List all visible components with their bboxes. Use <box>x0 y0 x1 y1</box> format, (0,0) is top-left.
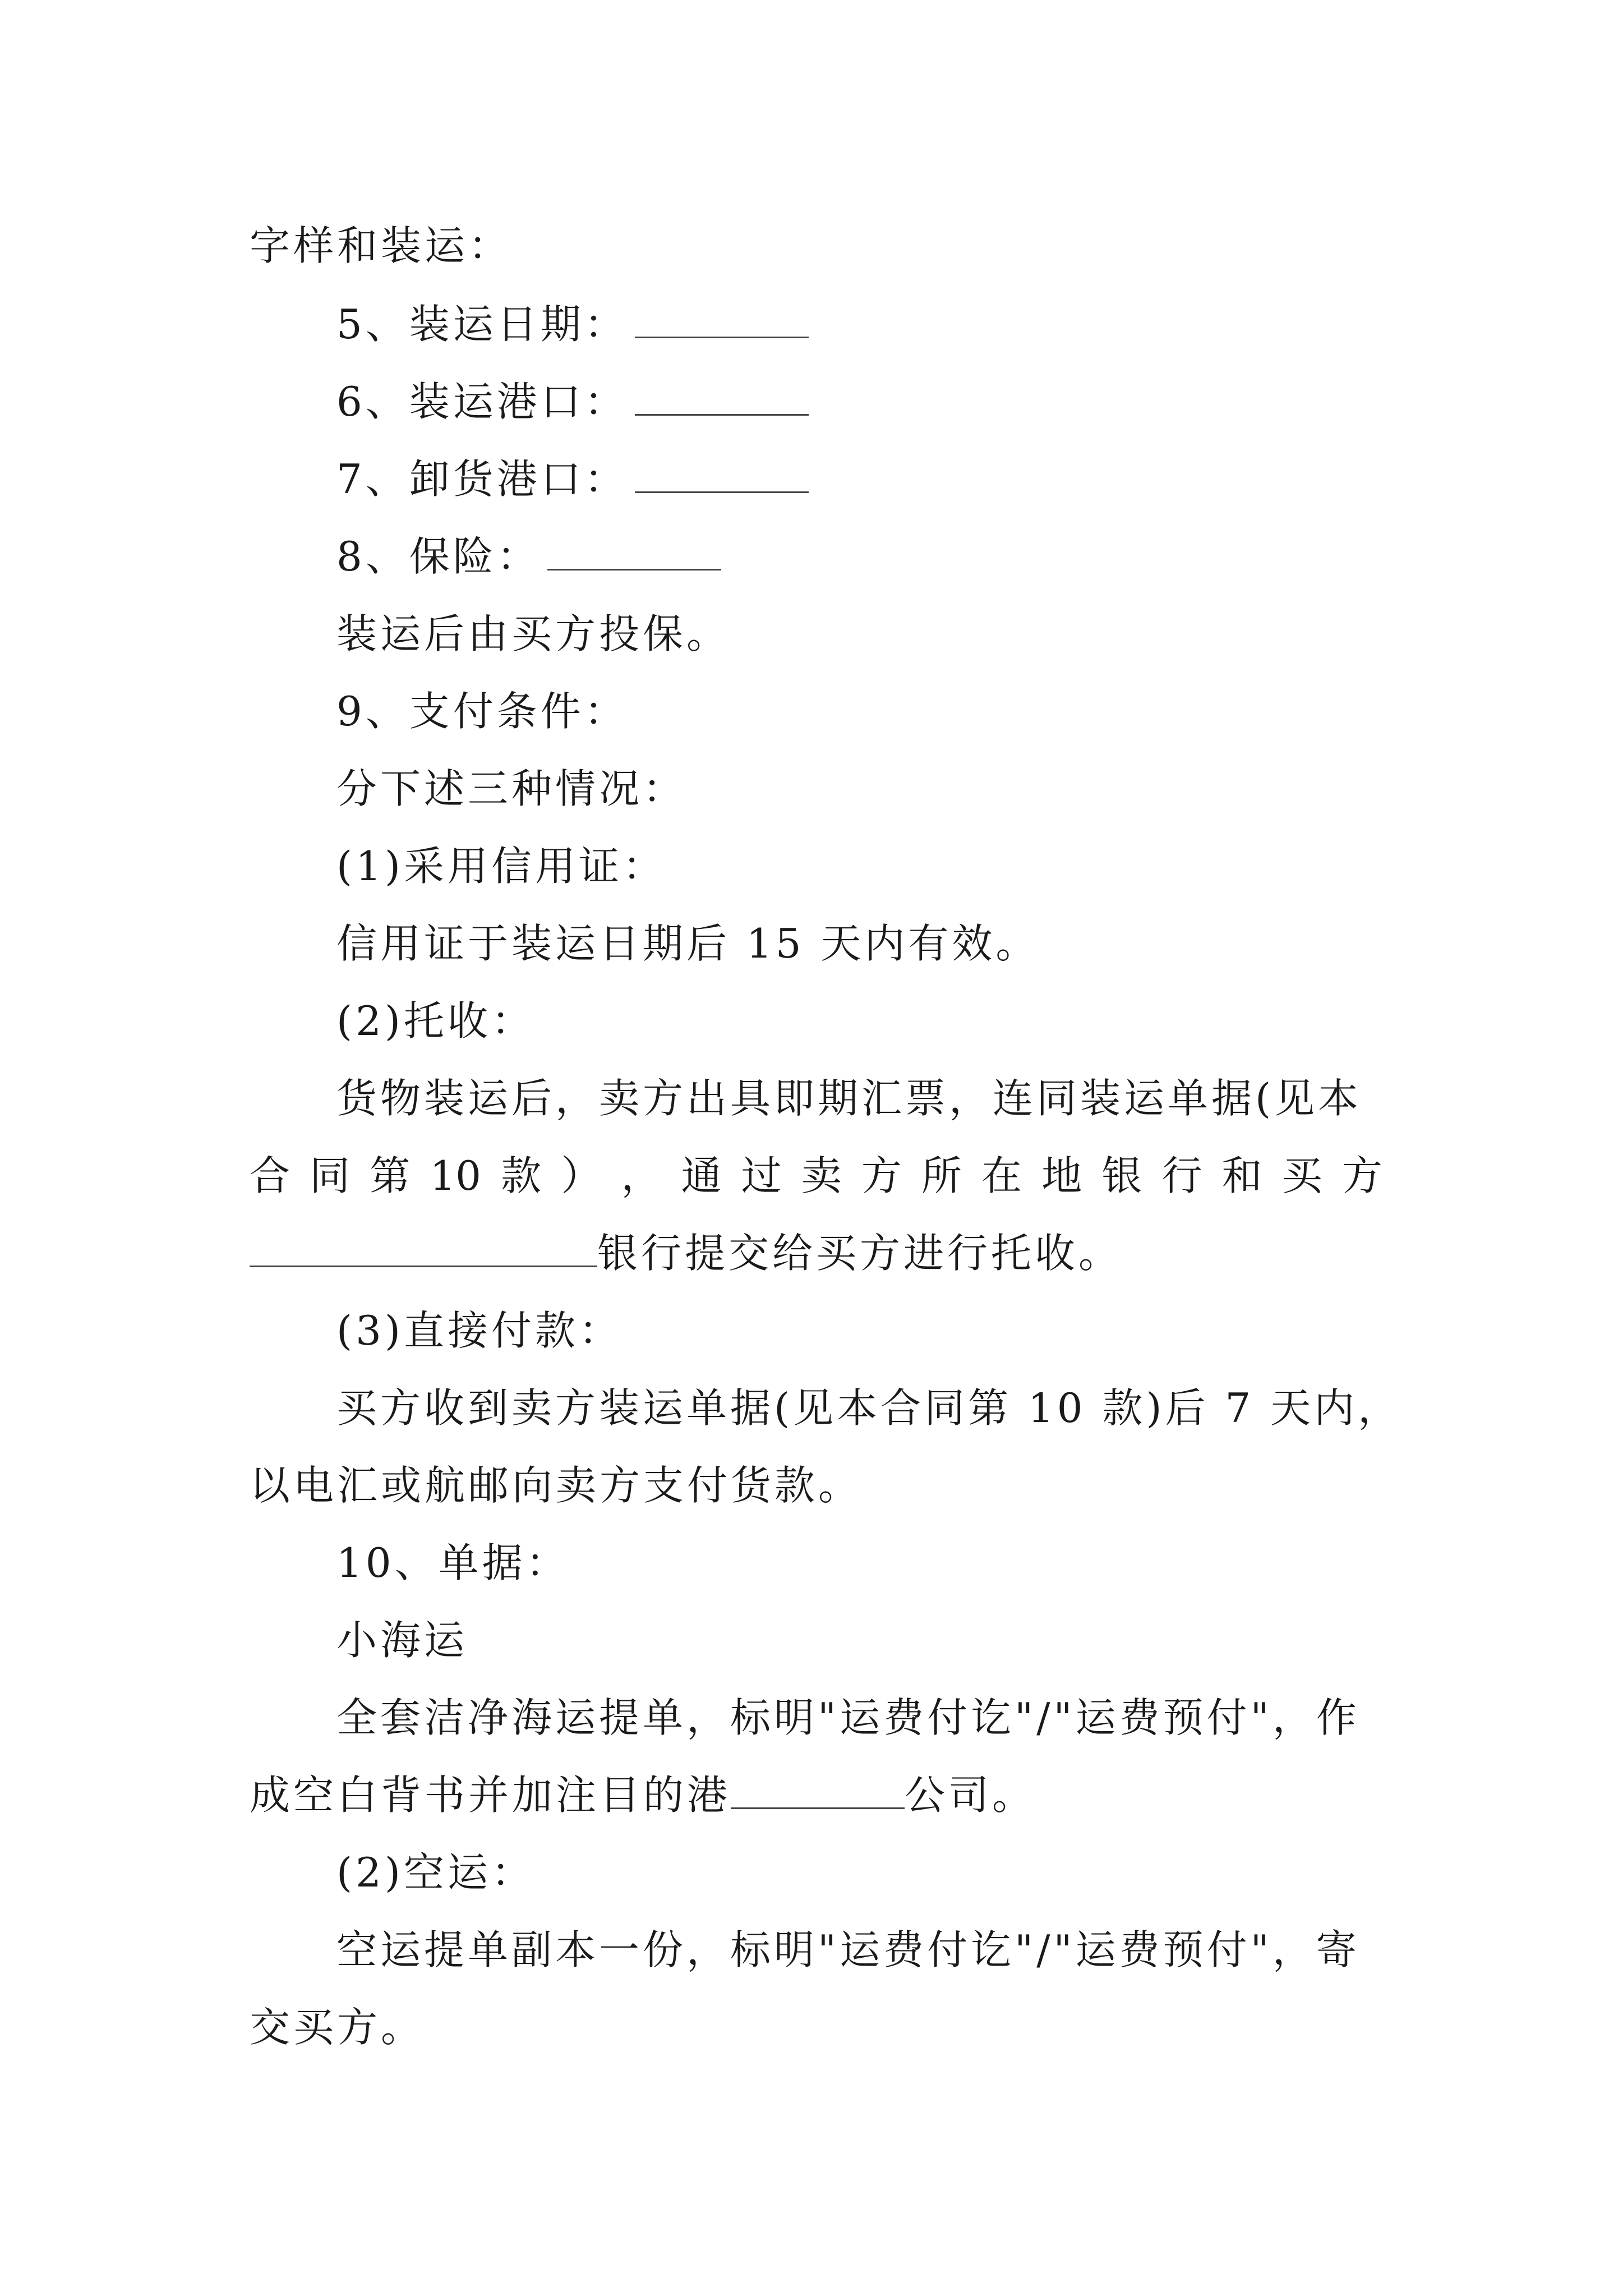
item-shipping-date <box>336 297 1382 351</box>
text-line: (2)托收： <box>336 997 535 1045</box>
char: 买 <box>1281 1152 1322 1199</box>
char: 和 <box>1221 1152 1262 1199</box>
char: 在 <box>981 1152 1022 1199</box>
text-line: (1)采用信用证： <box>336 843 666 890</box>
text-line: 装运后由买方投保。 <box>336 610 731 657</box>
char: 通 <box>681 1152 722 1199</box>
text-line: 小海运 <box>336 1617 468 1664</box>
text-segment: 成空白背书并加注目的港 <box>250 1772 731 1819</box>
char: 方 <box>861 1152 902 1199</box>
fill-blank <box>635 300 809 338</box>
text-segment: 银行提交给买方进行托收。 <box>597 1230 1123 1277</box>
item-label: 7、卸货港口： <box>336 455 628 503</box>
fill-blank <box>635 377 809 416</box>
char: ， <box>621 1152 662 1199</box>
text-line: 分下述三种情况： <box>336 765 687 812</box>
char: 所 <box>921 1152 962 1199</box>
char: 合 <box>250 1152 291 1199</box>
item-label: 6、装运港口： <box>336 378 628 425</box>
text-line: (3)直接付款： <box>336 1307 623 1354</box>
char: 过 <box>741 1152 782 1199</box>
text-segment: 公司。 <box>905 1772 1036 1819</box>
text-line: 货物装运后，卖方出具即期汇票，连同装运单据(见本 <box>336 1075 1362 1122</box>
text-line-with-blank <box>250 1768 1382 1822</box>
text-line: 9、支付条件： <box>336 688 628 735</box>
text-line: 字样和装运： <box>250 222 513 269</box>
text-line: 交买方。 <box>250 2004 425 2051</box>
item-discharge-port <box>336 452 1382 506</box>
text-line: 以电汇或航邮向卖方支付货款。 <box>250 1462 863 1509</box>
item-label: 5、装运日期： <box>336 301 628 348</box>
justified-text-line <box>250 1149 1382 1203</box>
text-line: 买方收到卖方装运单据(见本合同第 10 款)后 7 天内， <box>336 1384 1402 1432</box>
char: 同 <box>310 1152 351 1199</box>
item-label: 8、保险： <box>336 533 541 580</box>
char: 卖 <box>801 1152 842 1199</box>
text-line: 信用证于装运日期后 15 天内有效。 <box>336 920 1040 967</box>
item-loading-port <box>336 375 1382 429</box>
char: 第 <box>370 1152 411 1199</box>
char: 行 <box>1161 1152 1202 1199</box>
char: 10 <box>430 1152 481 1199</box>
item-insurance <box>336 530 1382 583</box>
text-line-with-blank <box>250 1226 1382 1280</box>
fill-blank <box>547 532 721 570</box>
text-line: 10、单据： <box>336 1539 570 1586</box>
char: 款 <box>501 1152 542 1199</box>
text-line: (2)空运： <box>336 1849 535 1896</box>
text-line: 空运提单副本一份，标明"运费付讫"/"运费预付"，寄 <box>336 1926 1360 1973</box>
char: 银 <box>1101 1152 1142 1199</box>
fill-blank <box>250 1228 597 1267</box>
fill-blank <box>731 1770 905 1809</box>
char: ） <box>561 1152 602 1199</box>
text-line: 全套洁净海运提单，标明"运费付讫"/"运费预付"，作 <box>336 1694 1360 1741</box>
fill-blank <box>635 454 809 493</box>
char: 方 <box>1341 1152 1382 1199</box>
char: 地 <box>1041 1152 1082 1199</box>
